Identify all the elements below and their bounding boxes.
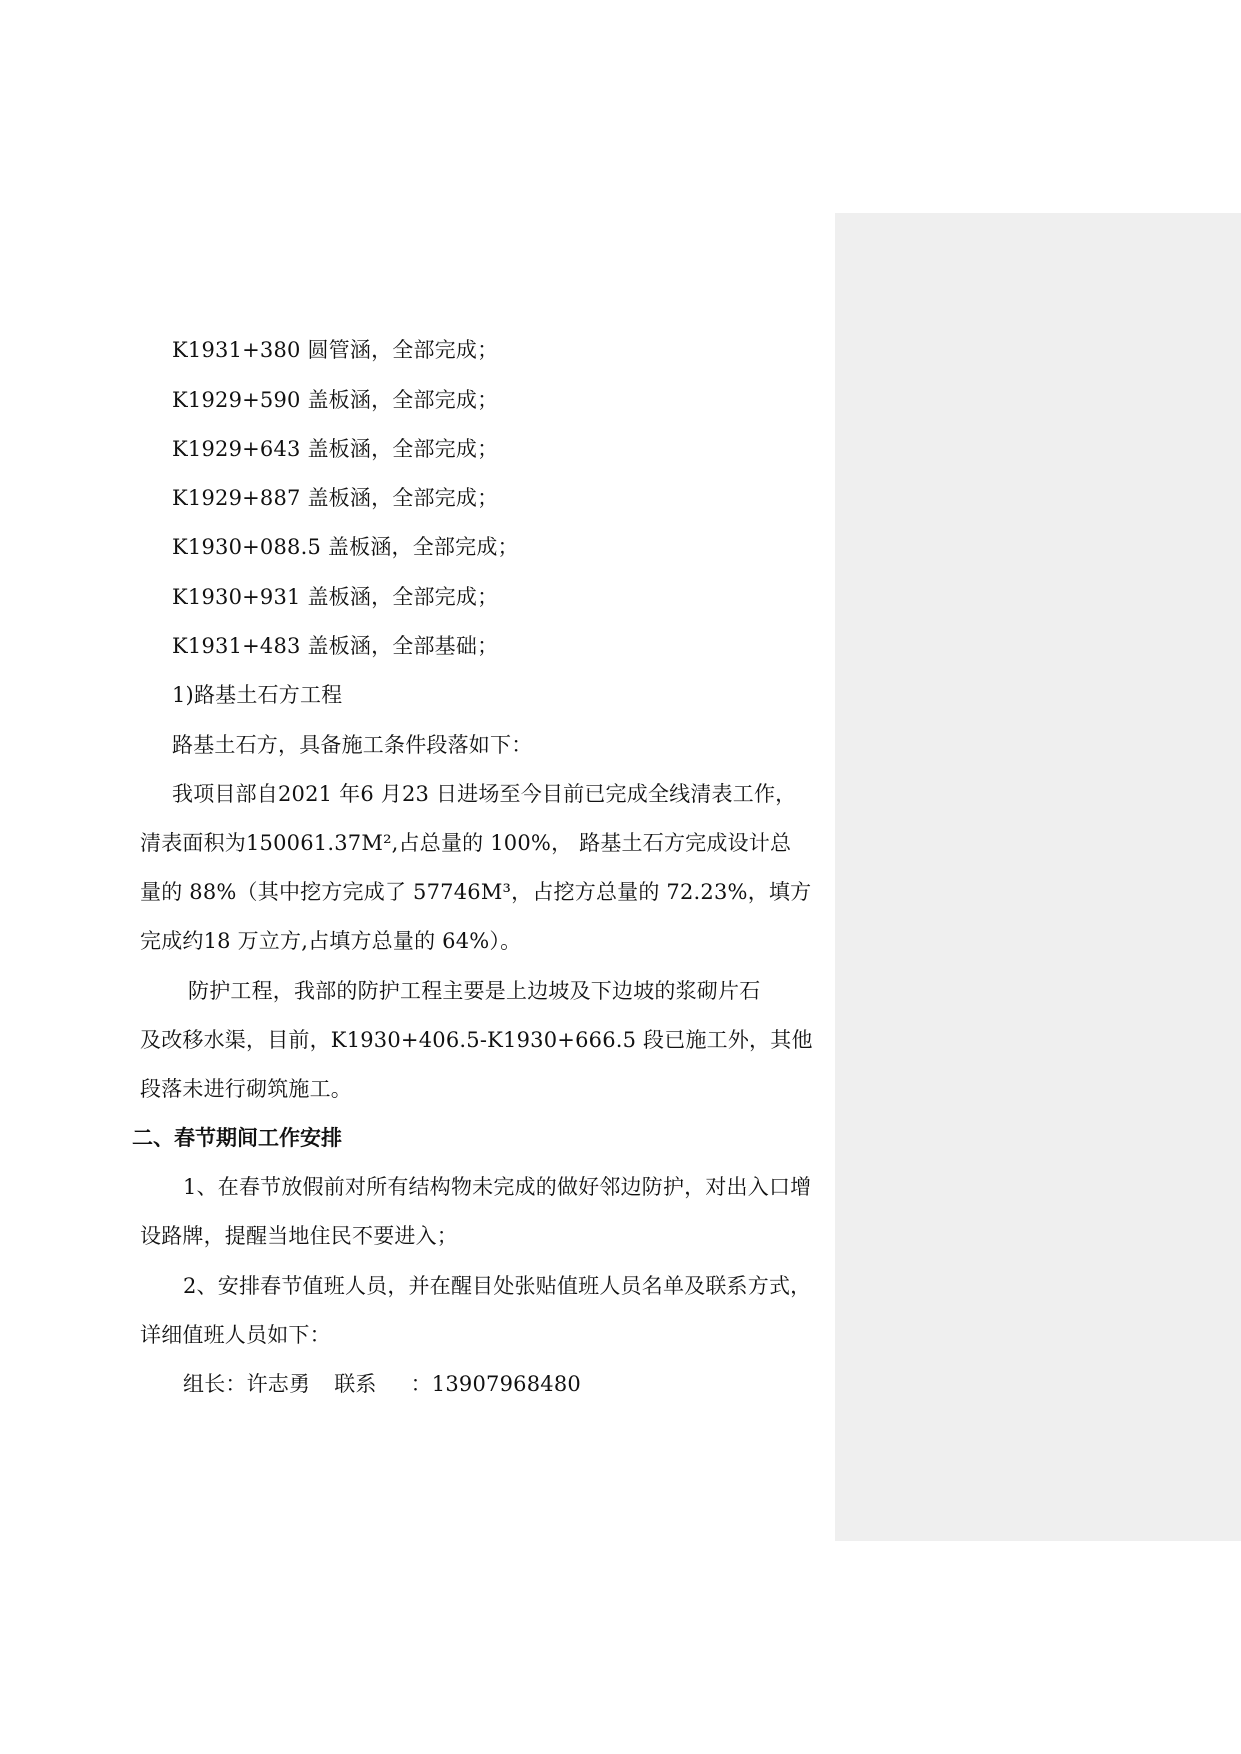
protection-paragraph-line: 及改移水渠，目前，K1930+406.5-K1930+666.5 段已施工外，其他: [140, 1028, 813, 1052]
earthwork-paragraph-line: 量的 88%（其中挖方完成了 57746M³，占挖方总量的 72.23%，填方: [140, 880, 812, 904]
section-heading: 二、春节期间工作安排: [132, 1126, 342, 1150]
earthwork-paragraph-line: 完成约18 万立方,占填方总量的 64%）。: [140, 929, 522, 953]
culvert-line: K1929+643 盖板涵，全部完成；: [172, 437, 499, 461]
culvert-line: K1930+088.5 盖板涵，全部完成；: [172, 535, 519, 559]
culvert-line: K1929+590 盖板涵，全部完成；: [172, 388, 499, 412]
arrangement-item-line: 设路牌，提醒当地住民不要进入；: [140, 1224, 458, 1248]
duty-leader: 组长：许志勇: [183, 1372, 311, 1396]
arrangement-item-line: 1、在春节放假前对所有结构物未完成的做好邻边防护，对出入口增: [183, 1175, 812, 1199]
culvert-line: K1930+931 盖板涵，全部完成；: [172, 585, 499, 609]
duty-contact-line: [183, 1371, 581, 1397]
earthwork-paragraph-line: 我项目部自2021 年6 月23 日进场至今目前已完成全线清表工作，: [172, 782, 797, 806]
culvert-line: K1929+887 盖板涵，全部完成；: [172, 486, 499, 510]
comment-margin-panel: [835, 213, 1241, 1541]
earthwork-title: 1)路基土石方工程: [172, 683, 343, 707]
arrangement-item-line: 详细值班人员如下：: [140, 1323, 331, 1347]
culvert-line: K1931+483 盖板涵，全部基础；: [172, 634, 499, 658]
earthwork-paragraph-line: 清表面积为150061.37M²,占总量的 100%， 路基土石方完成设计总: [140, 831, 792, 855]
contact-phone: ：13907968480: [410, 1372, 581, 1396]
earthwork-intro: 路基土石方，具备施工条件段落如下：: [172, 733, 533, 757]
contact-label: 联系: [334, 1372, 377, 1396]
protection-paragraph-line: 段落未进行砌筑施工。: [140, 1077, 352, 1101]
arrangement-item-line: 2、安排春节值班人员，并在醒目处张贴值班人员名单及联系方式，: [183, 1274, 812, 1298]
culvert-line: K1931+380 圆管涵，全部完成；: [172, 338, 499, 362]
protection-paragraph-line: 防护工程，我部的防护工程主要是上边坡及下边坡的浆砌片石: [188, 979, 761, 1003]
